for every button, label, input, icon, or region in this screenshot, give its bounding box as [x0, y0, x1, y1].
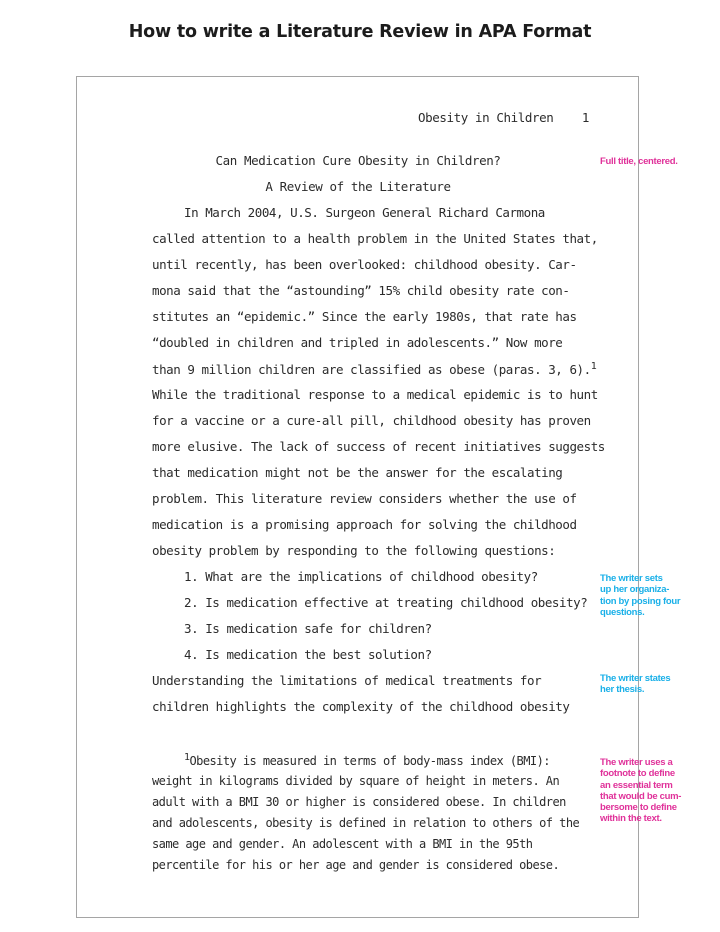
annotation-line: footnote to define [600, 768, 675, 780]
body-line: until recently, has been overlooked: childhood obesity. Car- [152, 257, 577, 272]
annotation-thesis [600, 673, 670, 696]
annotation-line: her thesis. [600, 684, 645, 696]
body-line [152, 361, 596, 377]
annotation-line: questions. [600, 606, 645, 618]
thesis-line: children highlights the complexity of the childhood obesity [152, 699, 570, 714]
annotation-line: The writer sets [600, 573, 663, 584]
question-item: 2. Is medication effective at treating childhood obesity? [184, 595, 588, 610]
footnote-text: Obesity is measured in terms of body-mass index (BMI): [189, 754, 550, 768]
footnote-line: percentile for his or her age and gender is considered obese. [152, 858, 560, 872]
body-line: “doubled in children and tripled in adolescents.” Now more [152, 335, 563, 350]
footnote-line: weight in kilograms divided by square of height in meters. An [152, 774, 560, 788]
page-number: 1 [581, 110, 590, 125]
body-line: problem. This literature review considers whether the use of [152, 491, 577, 506]
body-line: While the traditional response to a medical epidemic is to hunt [152, 387, 598, 402]
footnote-mark: 1 [184, 752, 190, 763]
annotation-line: within the text. [600, 813, 662, 825]
footnote-line: adult with a BMI 30 or higher is considered obese. In children [152, 795, 566, 809]
body-line: In March 2004, U.S. Surgeon General Richard Carmona [184, 205, 545, 220]
body-line: more elusive. The lack of success of recent initiatives suggests [152, 439, 605, 454]
annotation-title: Full title, centered. [600, 156, 678, 167]
body-line: medication is a promising approach for solving the childhood [152, 517, 577, 532]
body-line: obesity problem by responding to the following questions: [152, 543, 556, 558]
question-item: 4. Is medication the best solution? [184, 647, 432, 662]
running-head-title: Obesity in Children [418, 110, 554, 125]
annotation-line: up her organiza- [600, 584, 670, 596]
annotation-line: tion by posing four [600, 595, 681, 607]
body-line: mona said that the “astounding” 15% child obesity rate con- [152, 283, 570, 298]
footnote-line [184, 752, 550, 768]
annotation-line: The writer uses a [600, 757, 673, 768]
annotation-line: an essential term [600, 779, 673, 791]
body-line: stitutes an “epidemic.” Since the early 1980s, that rate has [152, 309, 577, 324]
annotation-line: that would be cum- [600, 790, 682, 802]
paper-title: Can Medication Cure Obesity in Children? [215, 153, 501, 168]
annotation-questions [600, 573, 680, 618]
page-heading: How to write a Literature Review in APA Format [128, 22, 592, 42]
annotation-footnote [600, 757, 681, 825]
thesis-line: Understanding the limitations of medical treatments for [152, 673, 542, 688]
annotation-line: bersome to define [600, 802, 677, 814]
body-line: called attention to a health problem in the United States that, [152, 231, 598, 246]
body-line-text: than 9 million children are classified as obese (paras. 3, 6). [152, 362, 591, 377]
question-item: 3. Is medication safe for children? [184, 621, 432, 636]
question-item: 1. What are the implications of childhood obesity? [184, 569, 538, 584]
body-line: for a vaccine or a cure-all pill, childhood obesity has proven [152, 413, 591, 428]
footnote-line: same age and gender. An adolescent with a BMI in the 95th [152, 837, 533, 851]
footnote-line: and adolescents, obesity is defined in relation to others of the [152, 816, 580, 830]
body-line: that medication might not be the answer for the escalating [152, 465, 563, 480]
paper-subtitle: A Review of the Literature [265, 179, 451, 194]
running-head [418, 110, 589, 125]
annotation-line: The writer states [600, 673, 671, 684]
footnote-reference: 1 [590, 361, 597, 372]
